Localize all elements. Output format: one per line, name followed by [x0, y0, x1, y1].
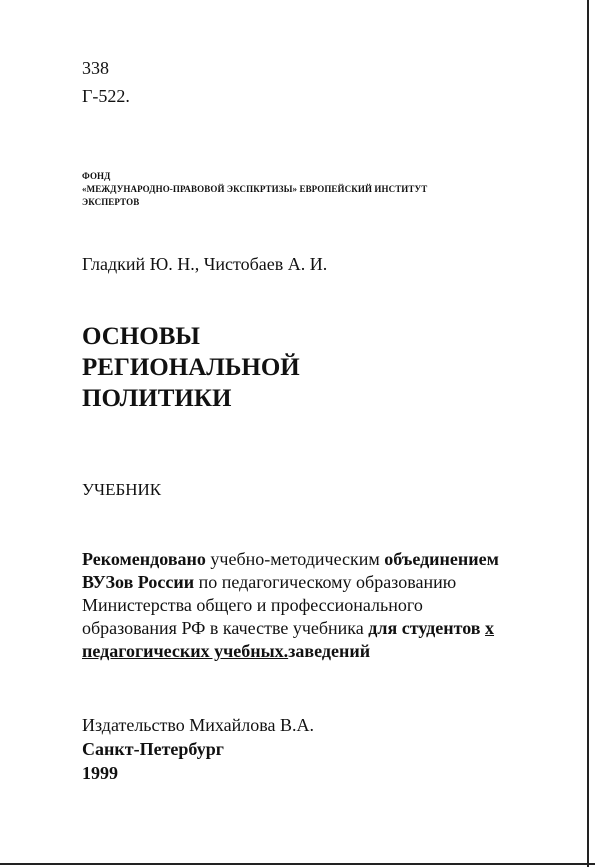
recommendation-line-4 [82, 617, 562, 640]
publication-year: 1999 [82, 763, 118, 783]
page-edge-bottom [0, 863, 595, 865]
fund-line-1: ФОНД [82, 171, 111, 181]
page-edge-right [587, 0, 589, 867]
recommendation-line-2 [82, 571, 562, 594]
underlined-letter: х [485, 618, 495, 638]
document-type: УЧЕБНИК [82, 480, 162, 499]
classification-code: 338 [82, 58, 109, 78]
recommendation-line-5 [82, 640, 562, 663]
publisher-city: Санкт-Петербург [82, 739, 224, 759]
universities-text: ВУЗов России [82, 572, 195, 592]
fund-line-2: «МЕЖДУНАРОДНО-ПРАВОВОЙ ЭКСПКРТИЗЫ» ЕВРОПЕЙСКИЙ ИНСТИТУТ [82, 184, 428, 194]
authors: Гладкий Ю. Н., Чистобаев А. И. [82, 254, 328, 274]
recommendation-line-1 [82, 548, 562, 571]
recommendation-line-3: Министерства общего и профессионального [82, 595, 423, 615]
pedagogical-institutions-text: педагогических учебных. [82, 641, 289, 661]
publisher-name: Издательство Михайлова В.А. [82, 715, 315, 735]
association-word: объединением [384, 549, 499, 569]
recommendation-block [82, 548, 562, 663]
fund-line-3: ЭКСПЕРТОВ [82, 197, 140, 207]
recommendation-text: по педагогическому образованию [194, 572, 457, 592]
title-line-3: ПОЛИТИКИ [82, 385, 232, 412]
institutions-word: заведений [288, 641, 371, 661]
catalog-code: Г-522. [82, 86, 130, 106]
title-line-2: РЕГИОНАЛЬНОЙ [82, 354, 300, 381]
recommendation-text: образования РФ в качестве учебника [82, 618, 369, 638]
students-text: для студентов [368, 618, 486, 638]
book-title [82, 321, 300, 414]
recommendation-text: учебно-методическим [205, 549, 385, 569]
recommended-word: Рекомендовано [82, 549, 206, 569]
fund-block [82, 170, 427, 209]
title-line-1: ОСНОВЫ [82, 323, 200, 350]
